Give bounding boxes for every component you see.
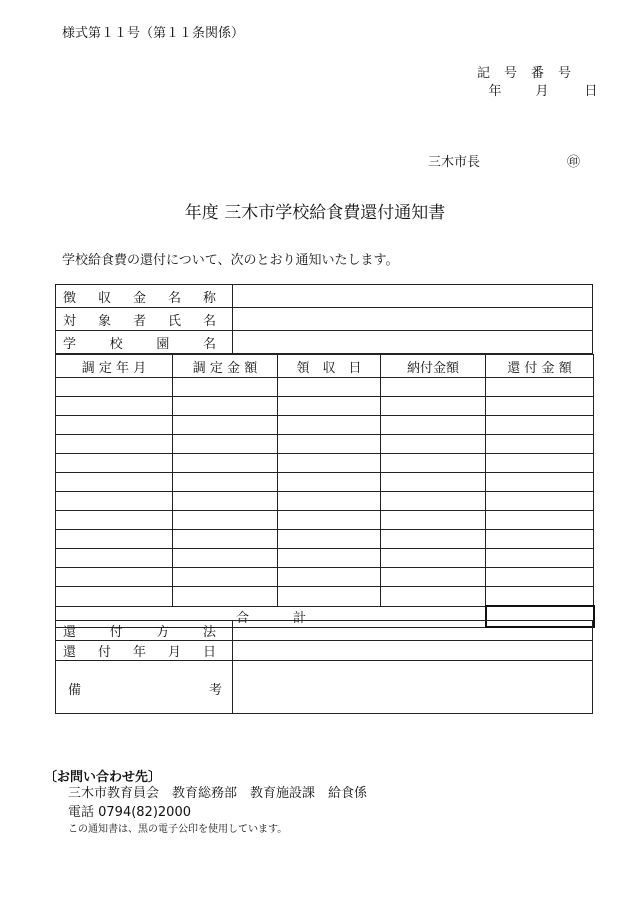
detail-cell[interactable] [381, 378, 486, 397]
detail-row [56, 435, 594, 454]
col-header-paid-amount: 納付金額 [381, 355, 486, 378]
detail-cell[interactable] [173, 378, 278, 397]
info-label: 学 校 園 名 [56, 331, 233, 354]
detail-cell[interactable] [381, 530, 486, 549]
detail-cell[interactable] [56, 435, 173, 454]
detail-row [56, 549, 594, 568]
detail-cell[interactable] [486, 454, 594, 473]
detail-cell[interactable] [56, 416, 173, 435]
refund-method-label: 還 付 方 法 [56, 621, 233, 641]
detail-row [56, 397, 594, 416]
date-month-char: 月 [535, 84, 549, 99]
detail-cell[interactable] [486, 568, 594, 587]
contact-phone: 電話 0794(82)2000 [68, 805, 191, 820]
detail-cell[interactable] [56, 397, 173, 416]
total-label-char: 計 [292, 611, 306, 626]
detail-cell[interactable] [173, 454, 278, 473]
refund-date-value[interactable] [233, 641, 593, 661]
detail-cell[interactable] [278, 454, 381, 473]
detail-table [55, 354, 595, 628]
info-value-cell[interactable] [233, 285, 593, 308]
detail-cell[interactable] [56, 511, 173, 530]
detail-cell[interactable] [278, 568, 381, 587]
detail-cell[interactable] [173, 473, 278, 492]
detail-cell[interactable] [173, 511, 278, 530]
doc-number-char: 号 [557, 66, 571, 81]
info-row-collection-name [56, 285, 593, 308]
total-label-char: 合 [236, 611, 250, 626]
detail-cell[interactable] [56, 568, 173, 587]
info-label: 徴 収 金 名 称 [56, 285, 233, 308]
detail-cell[interactable] [173, 568, 278, 587]
detail-row [56, 416, 594, 435]
detail-cell[interactable] [381, 397, 486, 416]
detail-row [56, 511, 594, 530]
info-row-school-name [56, 331, 593, 354]
info-label: 対 象 者 氏 名 [56, 308, 233, 331]
detail-row [56, 492, 594, 511]
detail-cell[interactable] [486, 416, 594, 435]
detail-cell[interactable] [56, 549, 173, 568]
detail-header-row [56, 355, 594, 378]
detail-row [56, 587, 594, 607]
detail-cell[interactable] [381, 587, 486, 607]
detail-cell[interactable] [56, 454, 173, 473]
col-header-refund-amount: 還 付 金 額 [486, 355, 594, 378]
issuer-name: 三木市長 [428, 155, 481, 170]
detail-row [56, 530, 594, 549]
remarks-label: 備 考 [56, 661, 233, 714]
detail-cell[interactable] [173, 435, 278, 454]
footer-table [55, 620, 593, 714]
contact-organization: 三木市教育員会 教育総務部 教育施設課 給食係 [68, 786, 368, 801]
detail-cell[interactable] [278, 435, 381, 454]
detail-cell[interactable] [381, 511, 486, 530]
detail-cell[interactable] [56, 492, 173, 511]
detail-cell[interactable] [278, 549, 381, 568]
detail-cell[interactable] [278, 397, 381, 416]
detail-cell[interactable] [381, 454, 486, 473]
info-value-cell[interactable] [233, 331, 593, 354]
detail-cell[interactable] [486, 435, 594, 454]
seal-note: この通知書は、黒の電子公印を使用しています。 [68, 824, 288, 835]
detail-cell[interactable] [381, 568, 486, 587]
detail-cell[interactable] [173, 492, 278, 511]
detail-cell[interactable] [278, 378, 381, 397]
detail-cell[interactable] [486, 549, 594, 568]
doc-number-char: 記 [476, 66, 490, 81]
detail-cell[interactable] [381, 435, 486, 454]
detail-cell[interactable] [486, 473, 594, 492]
document-title: 年度 三木市学校給食費還付通知書 [184, 203, 446, 223]
detail-cell[interactable] [56, 473, 173, 492]
contact-heading: 〔お問い合わせ先〕 [44, 770, 162, 785]
col-header-assessment-month: 調 定 年 月 [56, 355, 173, 378]
detail-cell[interactable] [486, 378, 594, 397]
detail-cell[interactable] [381, 473, 486, 492]
detail-cell[interactable] [56, 530, 173, 549]
detail-cell[interactable] [278, 492, 381, 511]
detail-cell[interactable] [486, 587, 594, 607]
detail-cell[interactable] [381, 549, 486, 568]
doc-number-char: 番 [530, 66, 544, 81]
detail-cell[interactable] [173, 397, 278, 416]
detail-cell[interactable] [173, 587, 278, 607]
remarks-row [56, 661, 593, 714]
doc-number-char: 号 [503, 66, 517, 81]
detail-cell[interactable] [173, 416, 278, 435]
detail-cell[interactable] [486, 397, 594, 416]
detail-row [56, 378, 594, 397]
detail-cell[interactable] [56, 378, 173, 397]
form-number: 様式第１１号（第１１条関係） [62, 26, 245, 41]
refund-date-label: 還 付 年 月 日 [56, 641, 233, 661]
col-header-assessment-amount: 調 定 金 額 [173, 355, 278, 378]
remarks-value[interactable] [233, 661, 593, 714]
detail-cell[interactable] [56, 587, 173, 607]
detail-cell[interactable] [278, 416, 381, 435]
col-header-receipt-date: 領 収 日 [278, 355, 381, 378]
detail-row [56, 473, 594, 492]
detail-cell[interactable] [173, 549, 278, 568]
seal-mark: ㊞ [567, 155, 581, 170]
date-day-char: 日 [584, 84, 598, 99]
detail-cell[interactable] [381, 492, 486, 511]
intro-text: 学校給食費の還付について、次のとおり通知いたします。 [62, 253, 399, 268]
document-date-label [478, 80, 610, 99]
date-year-char: 年 [488, 84, 502, 99]
detail-cell[interactable] [486, 530, 594, 549]
refund-date-row [56, 641, 593, 661]
detail-cell[interactable] [278, 511, 381, 530]
info-row-person-name [56, 308, 593, 331]
detail-cell[interactable] [278, 587, 381, 607]
detail-cell[interactable] [278, 473, 381, 492]
info-table [55, 284, 593, 354]
detail-row [56, 568, 594, 587]
detail-cell[interactable] [486, 492, 594, 511]
detail-cell[interactable] [278, 530, 381, 549]
document-number-label [470, 62, 578, 81]
refund-method-value[interactable] [233, 621, 593, 641]
refund-method-row [56, 621, 593, 641]
detail-cell[interactable] [486, 511, 594, 530]
detail-cell[interactable] [381, 416, 486, 435]
info-value-cell[interactable] [233, 308, 593, 331]
detail-cell[interactable] [173, 530, 278, 549]
detail-row [56, 454, 594, 473]
